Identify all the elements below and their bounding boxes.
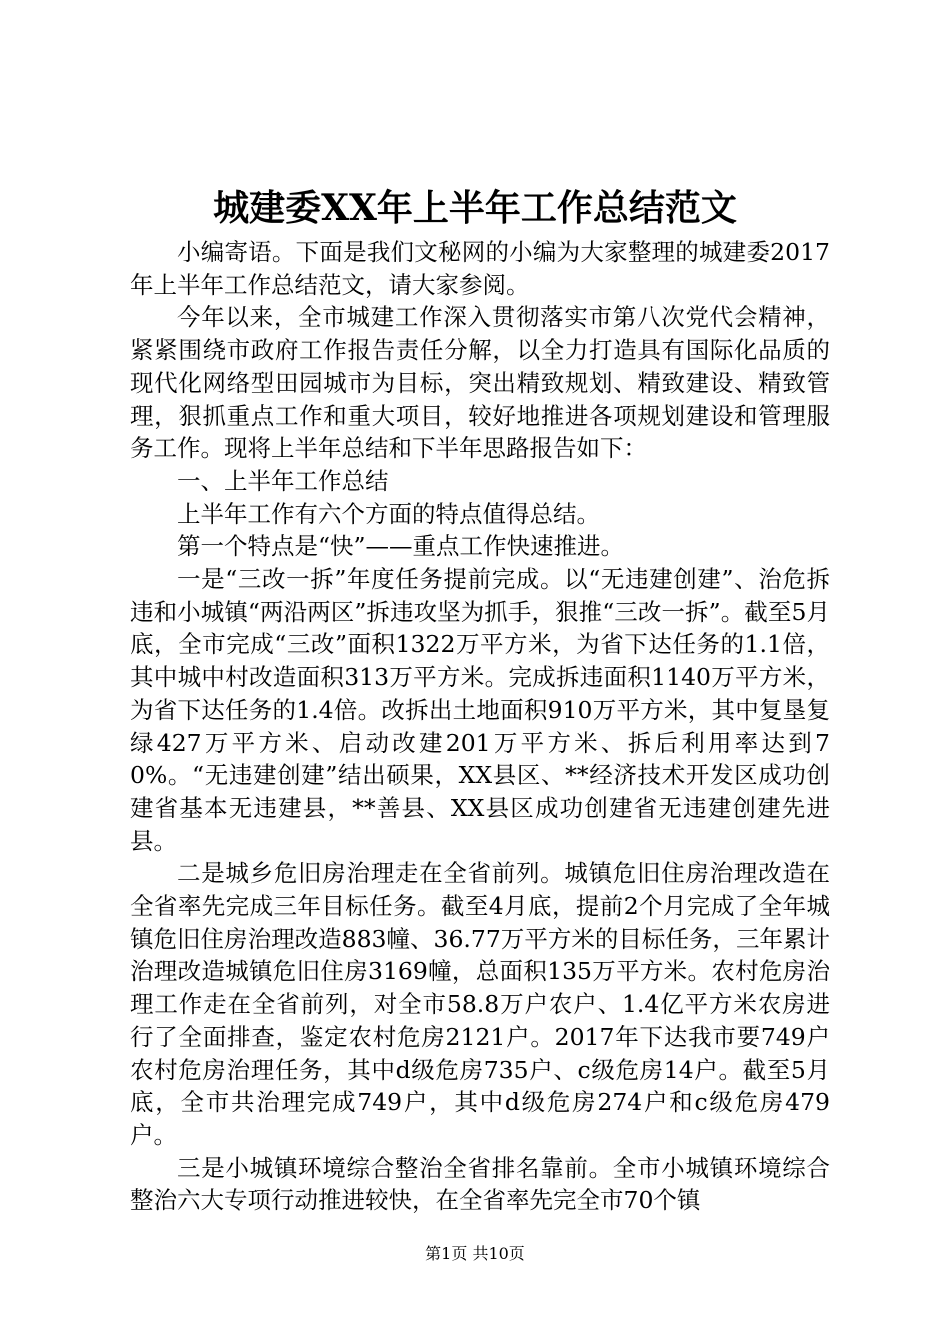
paragraph-overview: 今年以来，全市城建工作深入贯彻落实市第八次党代会精神，紧紧围绕市政府工作报告责任分解，以全力打造具有国际化品质的现代化网络型田园城市为目标，突出精致规划、精致建设、精致管理，狠抓重点工作和重大项目，较好地推进各项规划建设和管理服务工作。现将上半年总结和下半年思路报告如下： bbox=[130, 303, 830, 463]
document-body bbox=[130, 236, 830, 1217]
paragraph-item-two: 二是城乡危旧房治理走在全省前列。城镇危旧住房治理改造在全省率先完成三年目标任务。截至4月底，提前2个月完成了全年城镇危旧住房治理改造883幢、36.77万平方米的目标任务，三年累计治理改造城镇危旧住房3169幢，总面积135万平方米。农村危房治理工作走在全省前列，对全市58.8万户农户、1.4亿平方米农房进行了全面排查，鉴定农村危房2121户。2017年下达我市要749户农村危房治理任务，其中d级危房735户、c级危房14户。截至5月底，全市共治理完成749户，其中d级危房274户和c级危房479户。 bbox=[130, 859, 830, 1149]
document-title: 城建委XX年上半年工作总结范文 bbox=[213, 187, 737, 229]
section-heading: 一、上半年工作总结 bbox=[177, 466, 389, 495]
paragraph-item-one: 一是“三改一拆”年度任务提前完成。以“无违建创建”、治危拆违和小城镇“两沿两区”拆违攻坚为抓手，狠推“三改一拆”。截至5月底，全市完成“三改”面积1322万平方米，为省下达任务的1.1倍，其中城中村改造面积313万平方米。完成拆违面积1140万平方米，为省下达任务的1.4倍。改拆出土地面积910万平方米，其中复垦复绿427万平方米、启动改建201万平方米、拆后利用率达到70%。“无违建创建”结出硕果，XX县区、**经济技术开发区成功创建省基本无违建县，**善县、XX县区成功创建省无违建创建先进县。 bbox=[130, 565, 830, 855]
page-footer: 第1页 共10页 bbox=[425, 1244, 525, 1263]
paragraph-intro: 小编寄语。下面是我们文秘网的小编为大家整理的城建委2017年上半年工作总结范文，请大家参阅。 bbox=[130, 238, 830, 299]
paragraph-summary: 上半年工作有六个方面的特点值得总结。 bbox=[177, 499, 600, 528]
paragraph-feature-one: 第一个特点是“快”——重点工作快速推进。 bbox=[177, 532, 625, 561]
paragraph-item-three: 三是小城镇环境综合整治全省排名靠前。全市小城镇环境综合整治六大专项行动推进较快，在全省率先完全市70个镇 bbox=[130, 1153, 830, 1215]
